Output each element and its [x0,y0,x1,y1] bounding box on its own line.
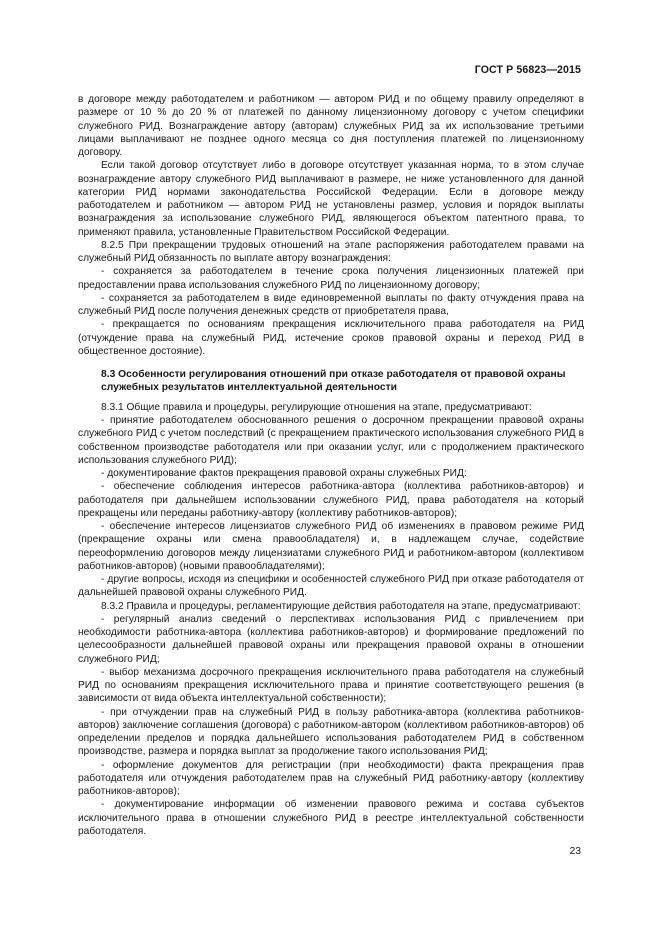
paragraph: - при отчуждении прав на служебный РИД в пользу работника-автора (коллектива работников-авторов) заключение соглашения (договора) с работником-автором (коллективом работников-авторов) об определении пределов и порядка дальнейшего использования работодателем РИД в собственном производстве, размера и порядка выплат за продолжение такого использования РИД; [78,706,584,758]
paragraph: 8.2.5 При прекращении трудовых отношений на этапе распоряжения работодателем правами на служебный РИД обязанность по выплате автору вознаграждения: [78,239,584,264]
paragraph: - документирование фактов прекращения правовой охраны служебных РИД: [101,468,467,480]
paragraph: - принятие работодателем обоснованного решения о досрочном прекращении правовой охраны служебного РИД с учетом последствий (с прекращением практического использования служебного РИД в собственном производстве работодателя или при оказании услуг, или с продолжением практического использования служебного РИД); [78,415,584,466]
paragraph: - сохраняется за работодателем в течение срока получения лицензионных платежей при предоставлении права использования служебного РИД по лицензионному договору; [78,266,584,291]
section-heading: 8.3 Особенности регулирования отношений при отказе работодателя от правовой охраны служебных результатов интеллектуальной деятельности [101,369,566,394]
paragraph: в договоре между работодателем и работником — автором РИД и по общему правилу определяют в размере от 10 % до 20 % от платежей по данному лицензионному договору с учетом специфики служебного РИД. Вознаграждение автору (авторам) служебных РИД за их использование третьими лицами выплачивают не позднее одного месяца со дня поступления платежей по лицензионному договору. [78,94,584,158]
paragraph: - обеспечение соблюдения интересов работника-автора (коллектива работников-авторов) и работодателя при дальнейшем использовании служебного РИД, права работодателя на который прекращены или переданы работнику-автору (коллективу работников-авторов); [78,481,584,519]
paragraph: 8.3.2 Правила и процедуры, регламентирующие действия работодателя на этапе, предусматривают: [101,600,581,612]
paragraph: - регулярный анализ сведений о перспективах использования РИД с привлечением при необходимости работника-автора (коллектива работников-авторов) и формирование предложений по целесообразности дальнейшей правовой охраны или прекращения правовой охраны в отношении служебного РИД; [78,613,584,665]
paragraph: - оформление документов для регистрации (при необходимости) факта прекращения прав работодателя или отчуждения работодателем прав на служебный РИД работнику-автору (коллективу работников-авторов); [78,759,584,798]
document-body [78,93,584,838]
paragraph: - документирование информации об изменении правового режима и состава субъектов исключительного права в отношении служебного РИД в реестре интеллектуальной собственности работодателя. [78,799,584,837]
paragraph: 8.3.1 Общие правила и процедуры, регулирующие отношения на этапе, предусматривают: [101,401,532,413]
paragraph: - обеспечение интересов лицензиатов служебного РИД об изменениях в правовом режиме РИД (прекращение охраны или смена правообладателя) и, в надлежащем случае, содействие переоформлению договоров между лицензиатами служебного РИД и работником-автором (коллективом работников-авторов) (новыми правообладателями); [78,521,584,572]
paragraph: Если такой договор отсутствует либо в договоре отсутствует указанная норма, то в этом случае вознаграждение автору служебного РИД выплачивают в размере, не ниже установленного для данной категории РИД нормами законодательства Российской Федерации. Если в договоре между работодателем и работником — автором РИД не установлены размер, условия и порядок выплаты вознаграждения за использование служебного РИД, являющегося объектом патентного права, то применяют правила, установленные Правительством Российской Федерации. [78,160,584,238]
paragraph: - сохраняется за работодателем в виде единовременной выплаты по факту отчуждения права на служебный РИД после получения денежных средств от приобретателя права, [78,292,584,317]
paragraph: - прекращается по основаниям прекращения исключительного права работодателя на РИД (отчуждение права на служебный РИД, истечение сроков правовой охраны и переход РИД в общественное достояние). [78,319,584,357]
paragraph: - другие вопросы, исходя из специфики и особенностей служебного РИД при отказе работодателя от дальнейшей правовой охраны служебного РИД. [78,574,584,599]
paragraph: - выбор механизма досрочного прекращения исключительного права работодателя на служебный РИД по основаниям прекращения исключительного права и принятие соответствующего решения (в зависимости от вида объекта интеллектуальной собственности); [78,666,584,705]
document-header: ГОСТ Р 56823—2015 [474,64,581,76]
page-number: 23 [569,846,581,857]
